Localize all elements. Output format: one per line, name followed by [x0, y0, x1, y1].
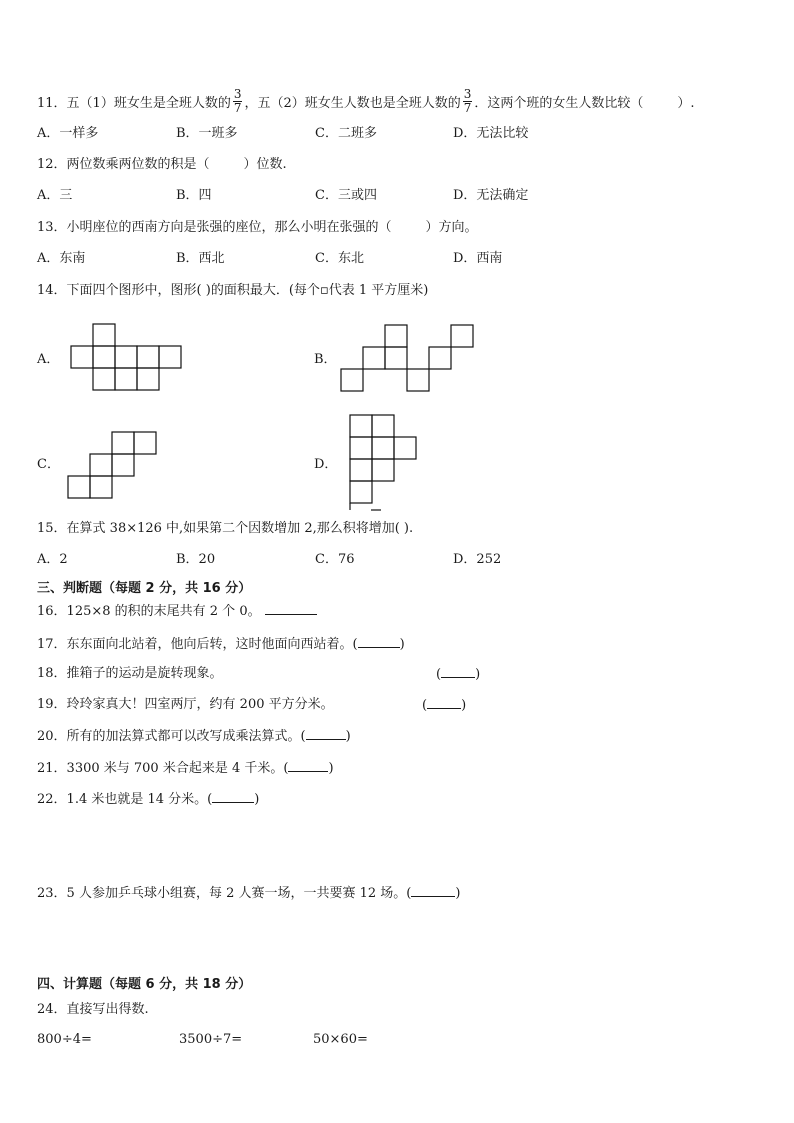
q11-option-c: C．二班多: [315, 126, 377, 141]
section-4-title: 四、计算题（每题 6 分，共 18 分）: [37, 977, 252, 992]
q15-option-c: C．76: [315, 552, 355, 567]
shape-b-grid: [340, 324, 478, 394]
q15-option-a: A．2: [37, 552, 68, 567]
q13-option-a: A．东南: [37, 251, 86, 266]
calc-item-1: 800÷4=: [37, 1032, 92, 1047]
question-20: 20．所有的加法算式都可以改写成乘法算式。( ): [37, 729, 351, 744]
question-23: 23．5 人参加乒乓球小组赛，每 2 人赛一场，一共要赛 12 场。( ): [37, 886, 461, 901]
shape-d-label: D．: [314, 457, 338, 472]
q11-option-a: A．一样多: [37, 126, 99, 141]
shape-c-label: C．: [37, 457, 60, 472]
q13-option-b: B．西北: [176, 251, 225, 266]
question-19: 19．玲玲家真大！四室两厅，约有 200 平方分米。: [37, 697, 334, 712]
question-18: 18．推箱子的运动是旋转现象。: [37, 666, 223, 681]
section-3-title: 三、判断题（每题 2 分，共 16 分）: [37, 581, 252, 596]
q15-option-d: D．252: [453, 552, 502, 567]
question-15: 15．在算式 38×126 中,如果第二个因数增加 2,那么积将增加( ).: [37, 521, 414, 536]
q11-text-mid: ，五（2）班女生人数也是全班人数的: [244, 96, 461, 111]
q12-option-b: B．四: [176, 188, 212, 203]
question-21: 21．3300 米与 700 米合起来是 4 千米。( ): [37, 761, 334, 776]
q11-option-b: B．一班多: [176, 126, 238, 141]
shape-b-label: B．: [314, 352, 337, 367]
calc-item-2: 3500÷7=: [179, 1032, 243, 1047]
q12-option-d: D．无法确定: [453, 188, 529, 203]
q19-answer-blank: ( ): [422, 698, 467, 713]
q12-option-a: A．三: [37, 188, 73, 203]
calc-item-3: 50×60=: [313, 1032, 368, 1047]
shape-a-label: A．: [37, 352, 60, 367]
fraction: $\frac{3}{7}$: [463, 87, 472, 115]
q18-answer-blank: ( ): [436, 667, 481, 682]
shape-c-grid: [67, 431, 161, 501]
q13-option-c: C．东北: [315, 251, 364, 266]
q11-option-d: D．无法比较: [453, 126, 529, 141]
question-14: 14．下面四个图形中，图形( )的面积最大．(每个▫代表 1 平方厘米): [37, 283, 429, 298]
question-11: 11．五（1）班女生是全班人数的 $\frac{3}{7}$ ，五（2）班女生人数也是全班人数的 $\frac{3}{7}$ ．这两个班的女生人数比较（ ）.: [37, 87, 695, 115]
q15-option-b: B．20: [176, 552, 216, 567]
q13-option-d: D．西南: [453, 251, 503, 266]
fraction: $\frac{3}{7}$: [233, 87, 242, 115]
question-22: 22．1.4 米也就是 14 分米。( ): [37, 792, 260, 807]
q12-option-c: C．三或四: [315, 188, 377, 203]
q11-text-post: ．这两个班的女生人数比较（: [474, 96, 644, 111]
question-12: 12．两位数乘两位数的积是（ ）位数.: [37, 157, 287, 172]
question-13: 13．小明座位的西南方向是张强的座位，那么小明在张强的（ ）方向。: [37, 220, 478, 235]
question-17: 17．东东面向北站着，他向后转，这时他面向西站着。( ): [37, 637, 405, 652]
shape-a-grid: [70, 323, 186, 393]
shape-d-grid: [349, 414, 421, 514]
question-24: 24．直接写出得数.: [37, 1002, 149, 1017]
q11-text-pre: 11．五（1）班女生是全班人数的: [37, 96, 231, 111]
question-16: 16．125×8 的积的末尾共有 2 个 0。: [37, 603, 317, 620]
